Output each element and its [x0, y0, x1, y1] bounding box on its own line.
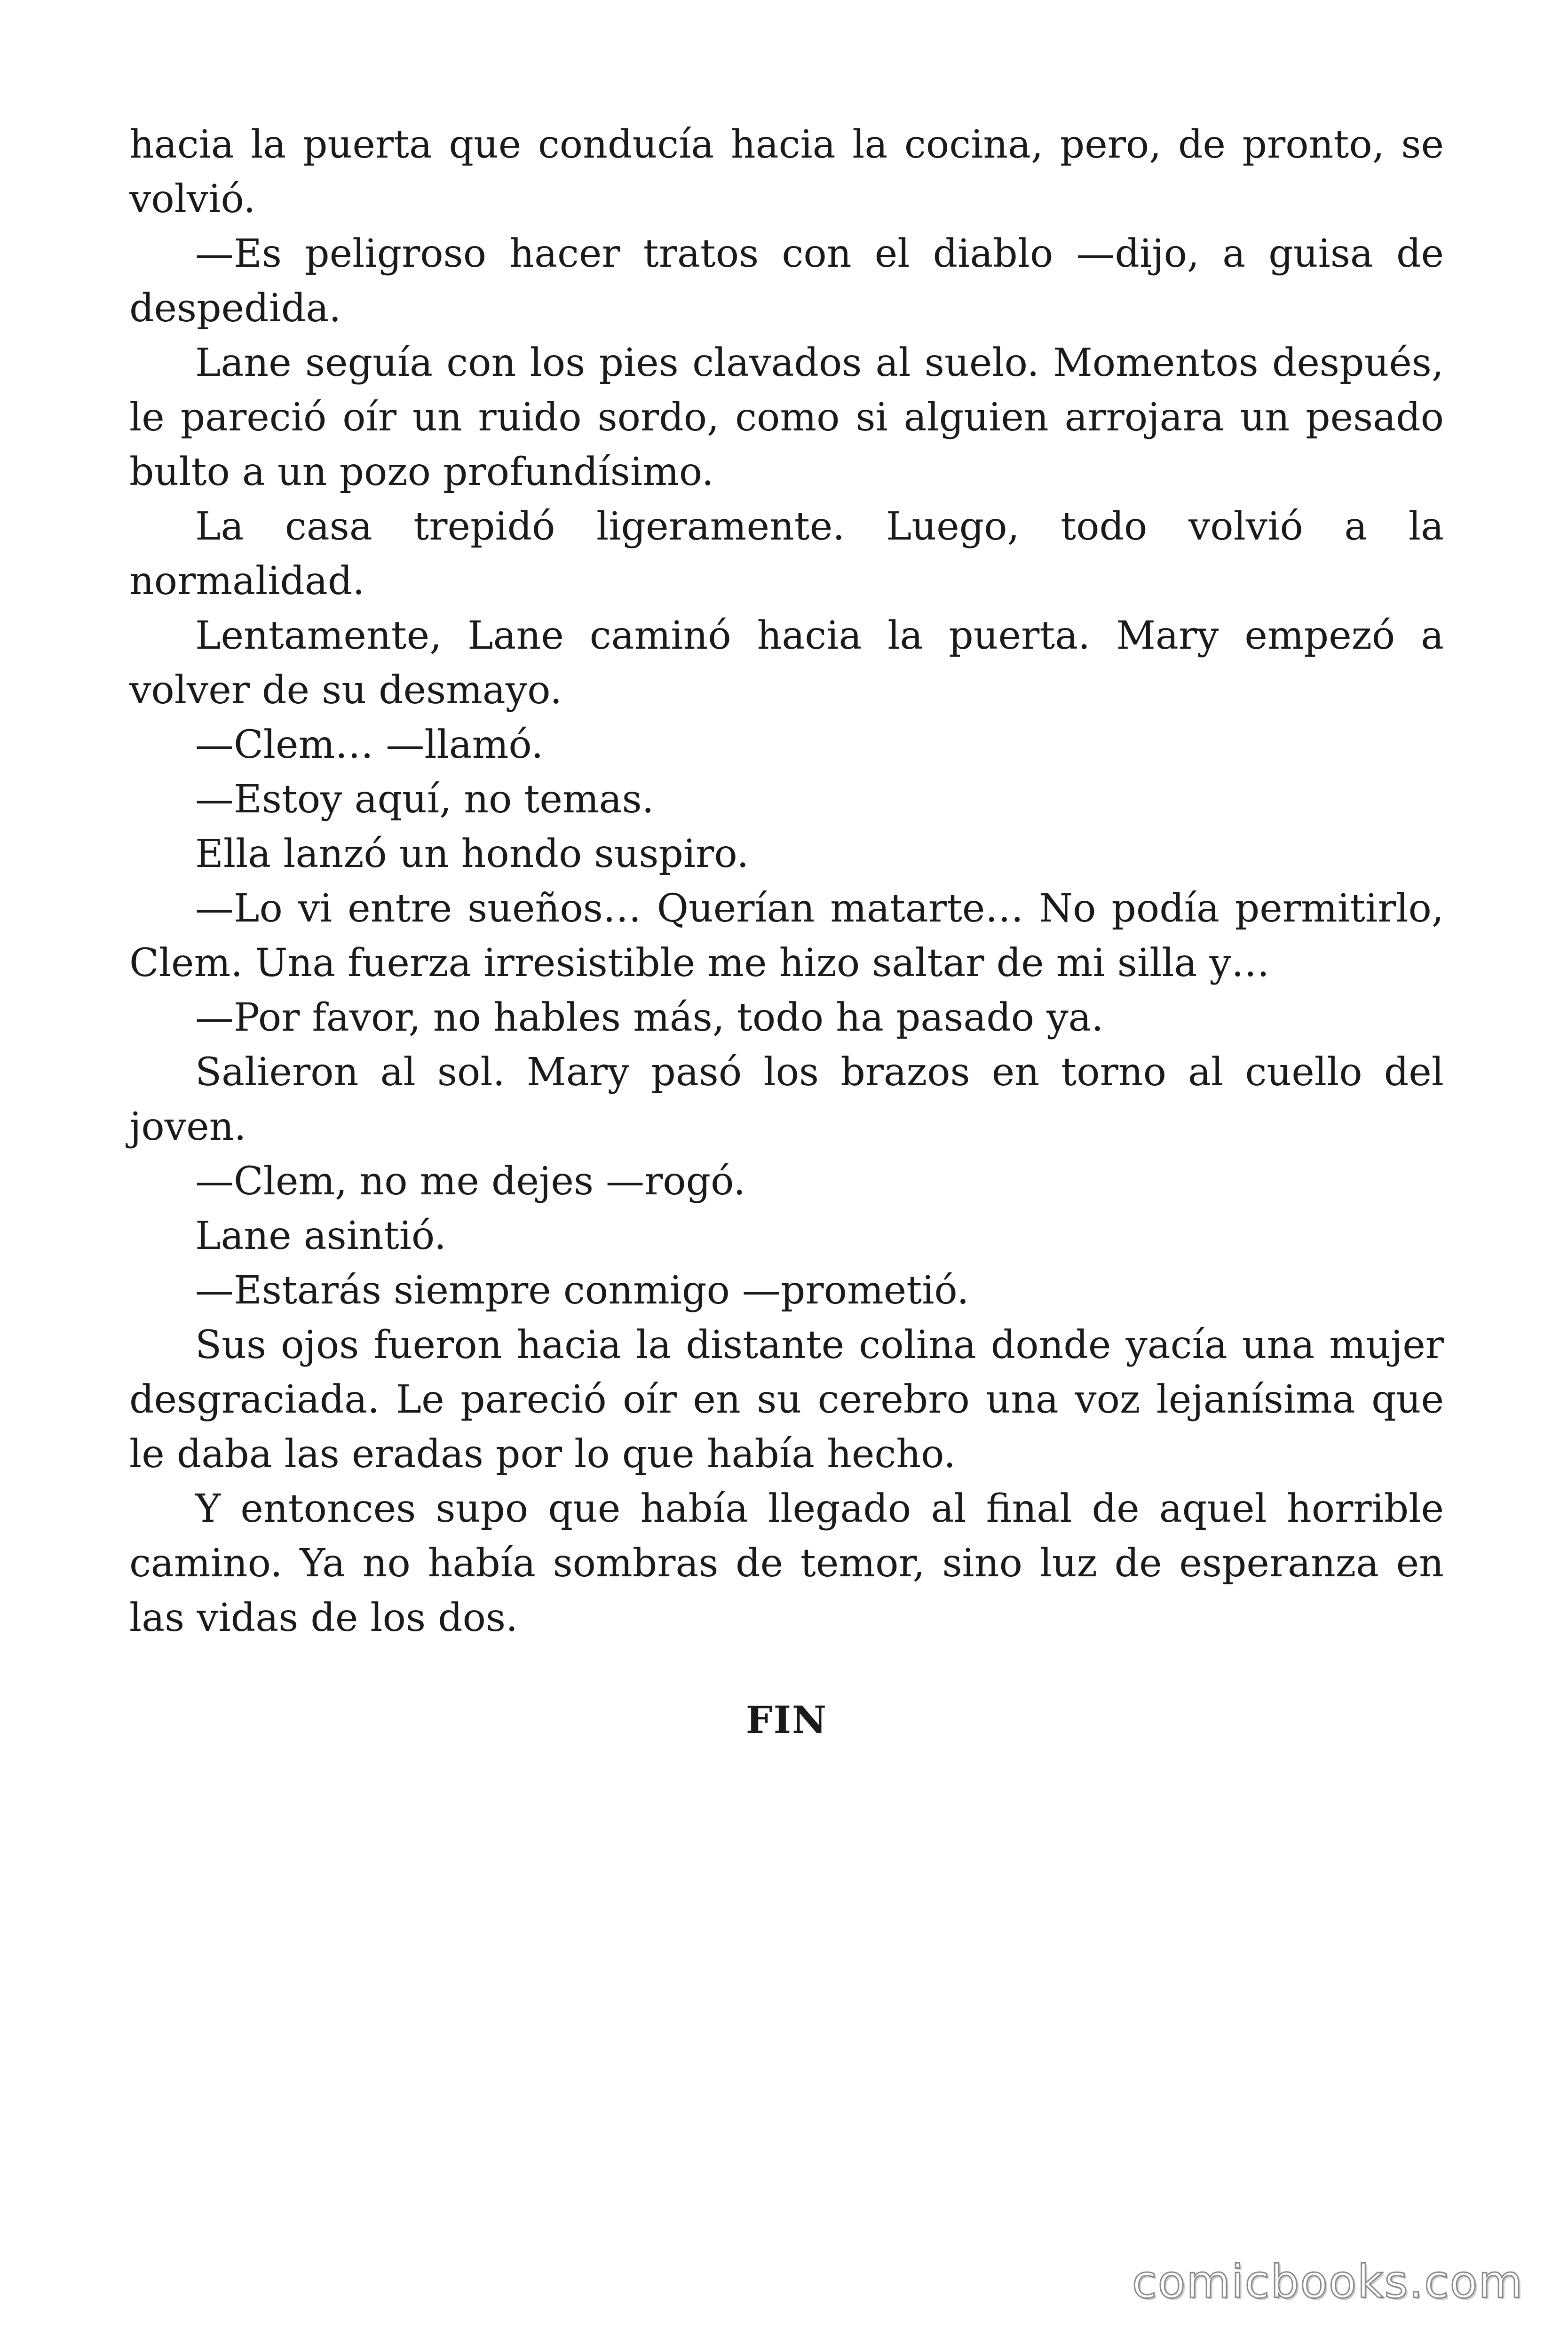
paragraph: Sus ojos fueron hacia la distante colina donde yacía una mujer desgraciada. Le pareció oír en su cerebro una voz lejanísima que le daba las eradas por lo que había hecho.	[129, 1323, 1444, 1477]
paragraph: Ella lanzó un hondo suspiro.	[195, 832, 749, 876]
paragraph: Salieron al sol. Mary pasó los brazos en torno al cuello del joven.	[129, 1050, 1444, 1149]
paragraph-dialogue: —Estoy aquí, no temas.	[195, 777, 654, 822]
paragraph-dialogue: —Estarás siempre conmigo —prometió.	[195, 1268, 969, 1313]
paragraph-dialogue: —Lo vi entre sueños… Querían matarte… No podía permitirlo, Clem. Una fuerza irresistible me hizo saltar de mi silla y…	[129, 886, 1444, 985]
end-marker: FIN	[745, 1698, 828, 1742]
paragraph: Y entonces supo que había llegado al final de aquel horrible camino. Ya no había sombras de temor, sino luz de esperanza en las vidas de los dos.	[129, 1486, 1444, 1640]
paragraph-continuation: hacia la puerta que conducía hacia la cocina, pero, de pronto, se volvió.	[129, 122, 1444, 222]
watermark: comicbooks.com	[1132, 2256, 1523, 2308]
paragraph-dialogue: —Por favor, no hables más, todo ha pasado ya.	[195, 995, 1104, 1040]
paragraph: La casa trepidó ligeramente. Luego, todo volvió a la normalidad.	[129, 504, 1444, 604]
paragraph: Lane asintió.	[195, 1214, 446, 1258]
paragraph-dialogue: —Clem… —llamó.	[195, 723, 544, 767]
paragraph: Lentamente, Lane caminó hacia la puerta. Mary empezó a volver de su desmayo.	[129, 613, 1444, 713]
paragraph-dialogue: —Es peligroso hacer tratos con el diablo —dijo, a guisa de despedida.	[129, 231, 1444, 331]
paragraph: Lane seguía con los pies clavados al suelo. Momentos después, le pareció oír un ruido sordo, como si alguien arrojara un pesado bulto a un pozo profundísimo.	[129, 341, 1444, 494]
paragraph-dialogue: —Clem, no me dejes —rogó.	[195, 1159, 746, 1204]
book-page	[129, 118, 1444, 1747]
